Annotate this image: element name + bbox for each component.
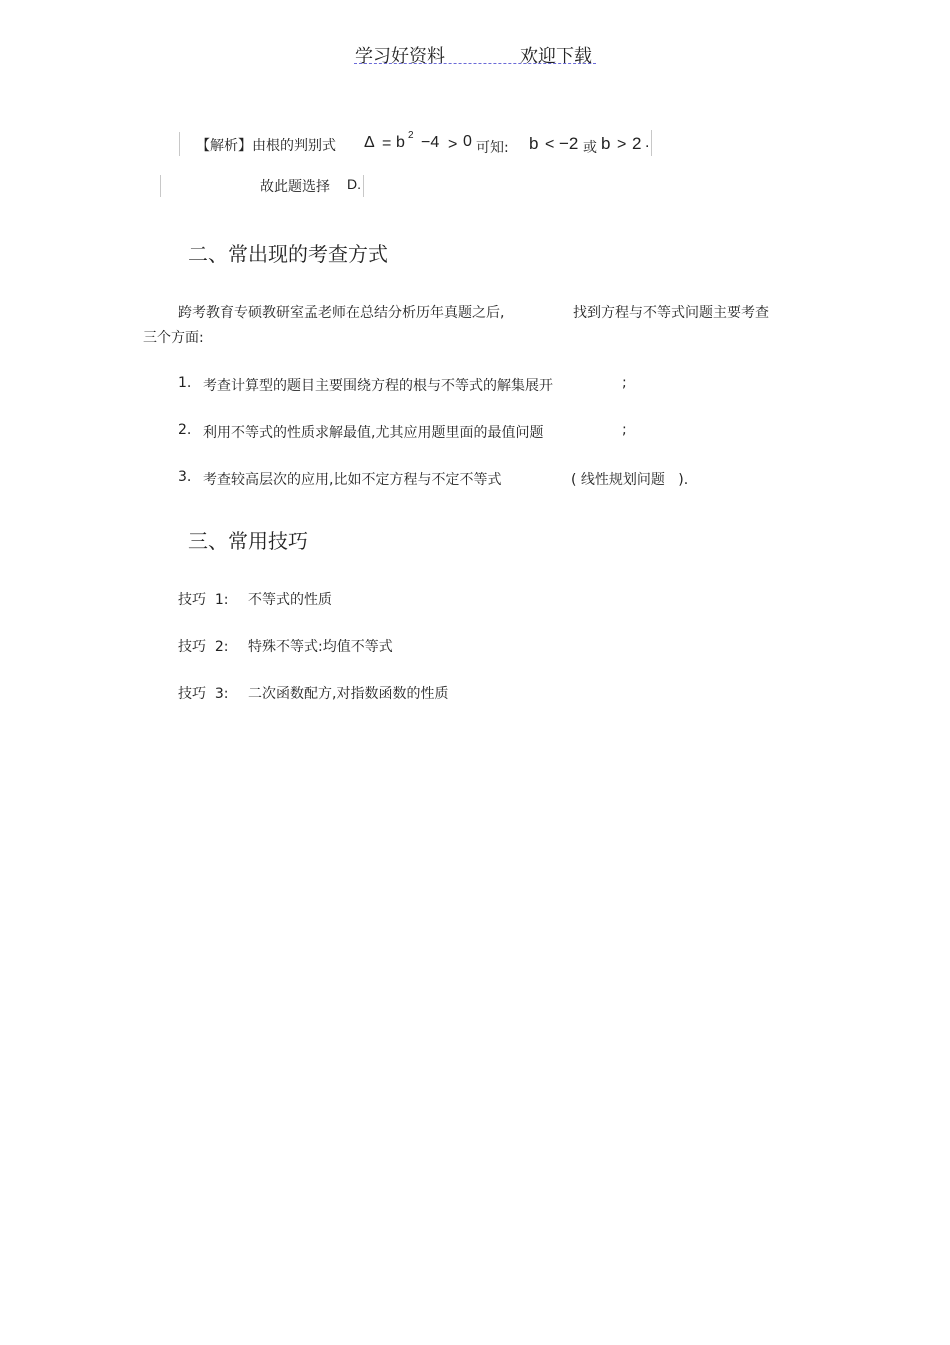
list-item-number: 3. — [178, 469, 192, 485]
list-item-tail: ; — [622, 422, 627, 438]
conclusion-answer: D. — [347, 176, 361, 192]
tip-label: 技巧 2: — [178, 639, 229, 655]
section3-heading: 三、常用技巧 — [188, 529, 308, 553]
math-zero: 0 — [463, 133, 472, 150]
math-exponent: 2 — [408, 130, 414, 141]
tip-text: 不等式的性质 — [248, 592, 332, 608]
result-two: 2 — [632, 134, 642, 153]
result-less-than: < — [545, 136, 555, 153]
result-b2: b — [601, 134, 611, 153]
math-b: b — [396, 134, 405, 151]
list-item-text: 利用不等式的性质求解最值,尤其应用题里面的最值问题 — [203, 425, 544, 441]
header-right-text: 欢迎下载 — [520, 46, 592, 67]
section2-intro-part3: 三个方面: — [143, 330, 204, 346]
section2-intro-part2: 找到方程与不等式问题主要考查 — [573, 305, 769, 321]
list-item-text: 考查计算型的题目主要围绕方程的根与不等式的解集展开 — [203, 378, 553, 394]
tip-label: 技巧 3: — [178, 686, 229, 702]
conclusion-text: 故此题选择 — [260, 179, 330, 195]
tip-label: 技巧 1: — [178, 592, 229, 608]
list-item-tail: ( 线性规划问题 ). — [571, 472, 689, 488]
result-period: . — [645, 134, 650, 151]
section2-heading: 二、常出现的考查方式 — [188, 242, 388, 266]
list-item-text: 考查较高层次的应用,比如不定方程与不定不等式 — [203, 472, 502, 488]
or-text: 或 — [583, 140, 597, 156]
analysis-left-border — [179, 132, 180, 156]
header-left-text: 学习好资料 — [355, 46, 445, 67]
analysis-right-border — [651, 130, 652, 156]
conclusion-left-border — [160, 175, 161, 197]
math-greater-than: > — [448, 136, 458, 153]
result-b1: b — [529, 134, 539, 153]
tip-text: 二次函数配方,对指数函数的性质 — [248, 686, 449, 702]
section2-intro-part1: 跨考教育专硕教研室孟老师在总结分析历年真题之后, — [178, 305, 505, 321]
delta-symbol: Δ — [364, 134, 375, 151]
knowable-text: 可知: — [476, 140, 509, 156]
list-item-number: 2. — [178, 422, 192, 438]
analysis-label: 【解析】由根的判别式 — [196, 138, 336, 154]
equals-sign: = — [382, 135, 392, 152]
header-dashed-rule — [354, 63, 596, 64]
result-neg-two: −2 — [559, 134, 579, 153]
math-minus-four: −4 — [421, 134, 440, 151]
result-greater-than: > — [617, 136, 627, 153]
tip-text: 特殊不等式:均值不等式 — [248, 639, 393, 655]
list-item-tail: ; — [622, 375, 627, 391]
conclusion-right-border — [363, 175, 364, 197]
list-item-number: 1. — [178, 375, 192, 391]
